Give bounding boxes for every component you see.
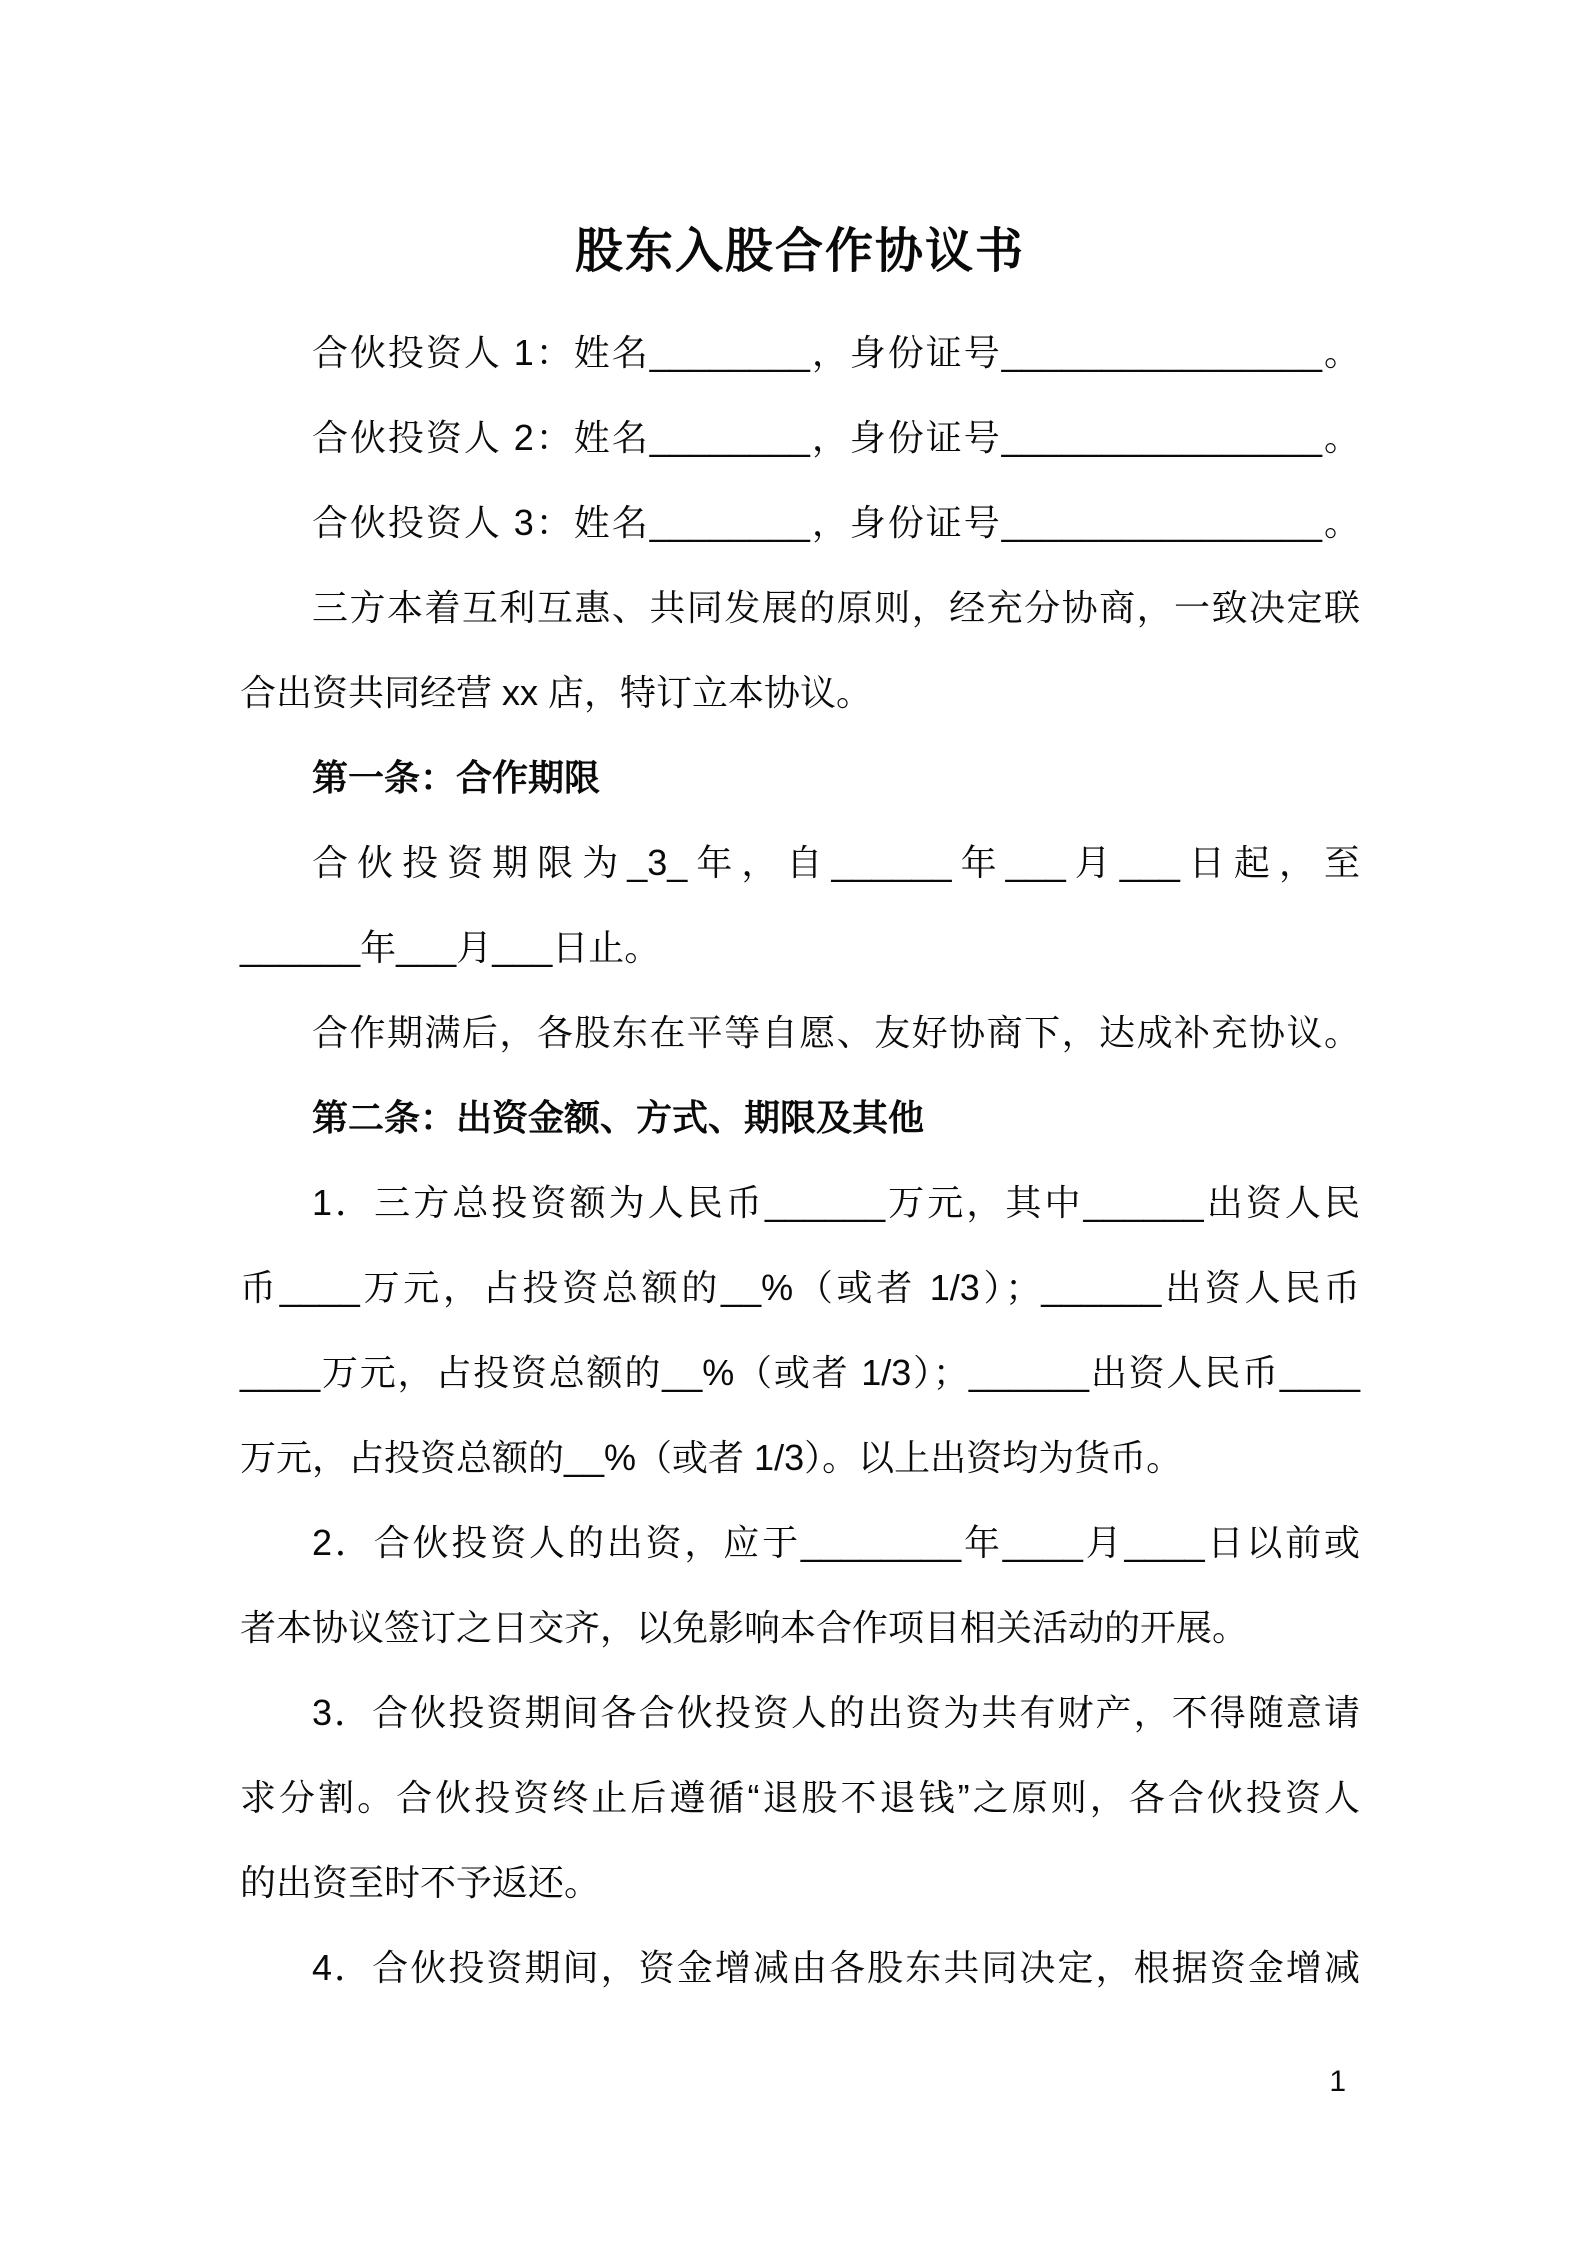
document-body	[240, 310, 1360, 2010]
paragraph-line: 求分割。合伙投资终止后遵循“退股不退钱”之原则，各合伙投资人	[240, 1777, 1360, 1818]
paragraph-line: 第二条：出资金额、方式、期限及其他	[312, 1097, 925, 1138]
paragraph-line: 合伙投资人 3：姓名________，身份证号________________。	[312, 502, 1360, 543]
document-title: 股东入股合作协议书	[574, 225, 1025, 278]
paragraph-line: 者本协议签订之日交齐，以免影响本合作项目相关活动的开展。	[240, 1607, 1249, 1648]
paragraph-line: 万元，占投资总额的__%（或者 1/3）。以上出资均为货币。	[240, 1437, 1183, 1478]
paragraph-line: 3．合伙投资期间各合伙投资人的出资为共有财产，不得随意请	[312, 1692, 1360, 1733]
paragraph-line: 合伙投资人 1：姓名________，身份证号________________。	[312, 332, 1360, 373]
paragraph-line: 币____万元，占投资总额的__%（或者 1/3）；______出资人民币	[240, 1267, 1360, 1308]
paragraph-line: 4．合伙投资期间，资金增减由各股东共同决定，根据资金增减	[312, 1947, 1360, 1988]
paragraph-line: 的出资至时不予返还。	[240, 1862, 601, 1903]
paragraph-line: 合作期满后，各股东在平等自愿、友好协商下，达成补充协议。	[312, 1012, 1360, 1053]
paragraph-line: 合出资共同经营 xx 店，特订立本协议。	[240, 672, 873, 713]
paragraph-line: ______年___月___日止。	[240, 927, 661, 968]
paragraph-line: 合伙投资期限为_3_年，自______年___月___日起，至	[312, 842, 1360, 883]
page-number: 1	[1329, 2065, 1346, 2098]
paragraph-line: ____万元，占投资总额的__%（或者 1/3）；______出资人民币____	[240, 1352, 1360, 1393]
paragraph-line: 合伙投资人 2：姓名________，身份证号________________。	[312, 417, 1360, 458]
paragraph-line: 1．三方总投资额为人民币______万元，其中______出资人民	[312, 1182, 1360, 1223]
paragraph-line: 三方本着互利互惠、共同发展的原则，经充分协商，一致决定联	[312, 587, 1360, 628]
paragraph-line: 2．合伙投资人的出资，应于________年____月____日以前或	[312, 1522, 1360, 1563]
paragraph-line: 第一条：合作期限	[312, 757, 601, 798]
